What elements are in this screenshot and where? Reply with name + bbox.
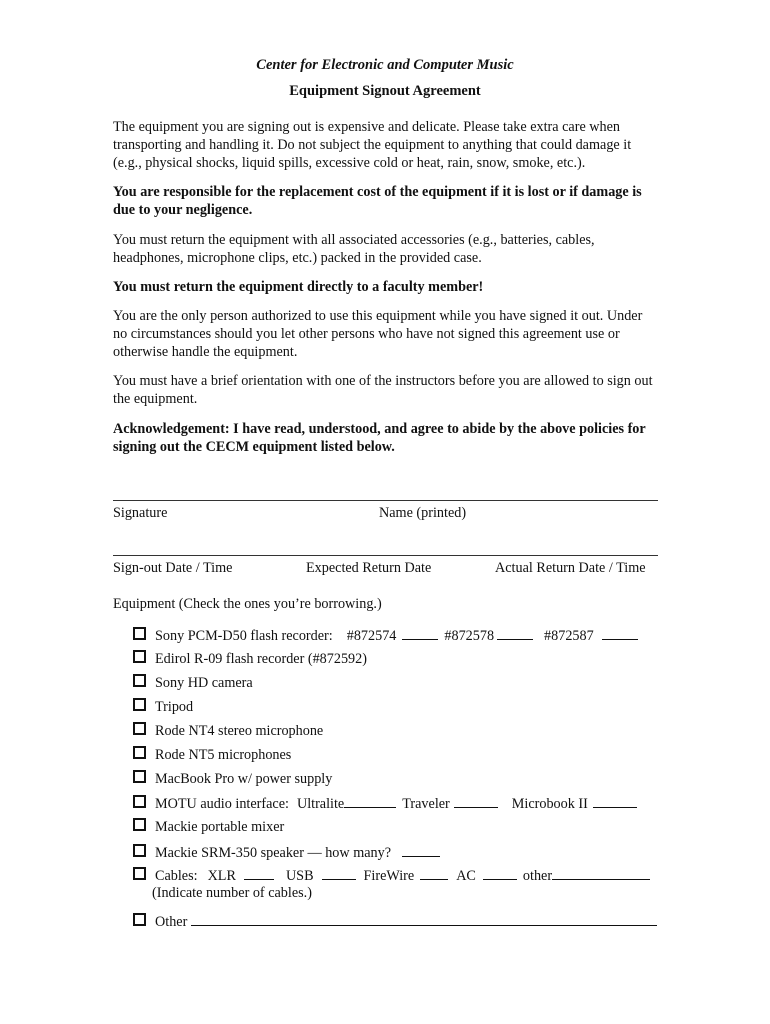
motu-blank-microbook[interactable] [593,794,637,808]
other-checkbox[interactable] [133,913,146,926]
nt4-checkbox[interactable] [133,722,146,735]
date-line[interactable] [113,555,658,556]
sony-pcm-checkbox[interactable] [133,627,146,640]
motu-label: MOTU audio interface: [155,796,289,812]
document-title: Equipment Signout Agreement [289,83,481,99]
list-item-mackie-speaker [133,843,440,862]
return-paragraph: You must return the equipment directly to a faculty member! [113,279,484,295]
cables-usb-label: USB [285,868,314,884]
list-item-tripod [133,698,193,716]
list-item-nt5 [133,746,291,764]
sony-pcm-option-1: #872574 [346,628,397,644]
cables-xlr-label: XLR [207,868,236,884]
list-item-motu [133,794,637,813]
cables-other-label: other [522,868,553,884]
signout-date-label: Sign-out Date / Time [113,560,233,576]
motu-option-ultralite: Ultralite [296,796,345,812]
acknowledgement-paragraph: Acknowledgement: I have read, understood, and agree to abide by the above policies for signing out the CECM equipment listed below. [113,421,646,455]
sony-pcm-option-2: #872578 [444,628,495,644]
cables-ac-blank[interactable] [483,866,517,880]
list-item-mackie-mixer [133,818,284,836]
list-item-sony-hd [133,674,253,692]
nt4-label: Rode NT4 stereo microphone [155,723,324,739]
cables-other-blank[interactable] [552,866,650,880]
nt5-checkbox[interactable] [133,746,146,759]
sony-pcm-label: Sony PCM-D50 flash recorder: [155,628,333,644]
org-title: Center for Electronic and Computer Music [256,57,514,73]
sony-pcm-blank-1[interactable] [402,626,438,640]
cables-usb-blank[interactable] [322,866,356,880]
accessories-paragraph: You must return the equipment with all associated accessories (e.g., batteries, cables, headphones, microphone clips, etc.) packed in the provided case. [113,232,595,266]
motu-blank-ultralite[interactable] [344,794,396,808]
mackie-mixer-checkbox[interactable] [133,818,146,831]
equipment-heading: Equipment (Check the ones you’re borrowing.) [113,596,382,612]
sony-hd-checkbox[interactable] [133,674,146,687]
mackie-speaker-label: Mackie SRM-350 speaker — how many? [155,845,392,861]
tripod-checkbox[interactable] [133,698,146,711]
list-item-sony-pcm [133,626,638,645]
cables-xlr-blank[interactable] [244,866,274,880]
responsibility-paragraph: You are responsible for the replacement cost of the equipment if it is lost or if damage is due to your negligence. [113,184,642,218]
edirol-checkbox[interactable] [133,650,146,663]
list-item-edirol [133,650,367,668]
sony-pcm-blank-3[interactable] [602,626,638,640]
list-item-cables [133,866,650,885]
cables-label: Cables: [155,868,198,884]
other-label: Other [155,914,188,930]
motu-blank-traveler[interactable] [454,794,498,808]
speaker-count-blank[interactable] [402,843,440,857]
care-paragraph: The equipment you are signing out is expensive and delicate. Please take extra care when transporting and handling it. Do not subject the equipment to anything that could damage it (e.g., physical shocks, liquid spills, excessive cold or heat, rain, snow, smoke, etc.). [113,119,632,171]
list-item-other [133,912,657,931]
cables-firewire-label: FireWire [363,868,415,884]
sony-hd-label: Sony HD camera [155,675,253,691]
nt5-label: Rode NT5 microphones [155,747,292,763]
orientation-paragraph: You must have a brief orientation with one of the instructors before you are allowed to sign out the equipment. [113,373,653,407]
tripod-label: Tripod [155,699,194,715]
motu-checkbox[interactable] [133,795,146,808]
cables-ac-label: AC [456,868,476,884]
other-blank[interactable] [191,912,657,926]
motu-option-microbook: Microbook II [511,796,588,812]
motu-option-traveler: Traveler [402,796,450,812]
sony-pcm-option-3: #872587 [544,628,594,644]
cables-firewire-blank[interactable] [420,866,448,880]
sony-pcm-blank-2[interactable] [497,626,533,640]
cables-note: (Indicate number of cables.) [152,885,312,901]
printed-name-label: Name (printed) [379,505,467,521]
macbook-label: MacBook Pro w/ power supply [155,771,333,787]
expected-return-label: Expected Return Date [306,560,432,576]
mackie-speaker-checkbox[interactable] [133,844,146,857]
macbook-checkbox[interactable] [133,770,146,783]
list-item-nt4 [133,722,323,740]
authorization-paragraph: You are the only person authorized to use this equipment while you have signed it out. Under no circumstances should you let other persons who have not signed this agreement use or otherwise handle the equipment. [113,308,643,360]
list-item-macbook [133,770,332,788]
edirol-label: Edirol R-09 flash recorder (#872592) [155,651,367,667]
mackie-mixer-label: Mackie portable mixer [155,819,285,835]
signature-line[interactable] [113,500,658,501]
cables-checkbox[interactable] [133,867,146,880]
signature-label: Signature [113,505,168,521]
actual-return-label: Actual Return Date / Time [495,560,646,576]
